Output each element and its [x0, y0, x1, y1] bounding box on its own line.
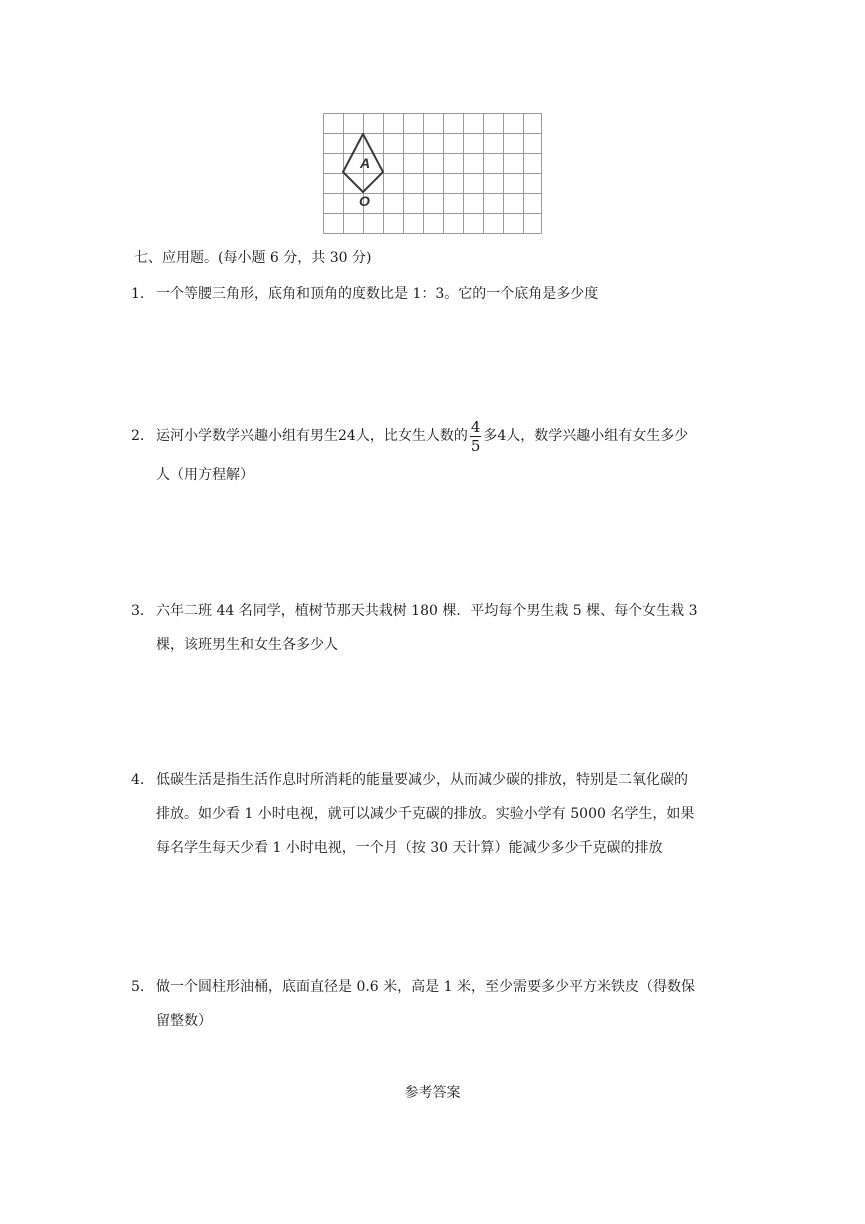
fraction-denominator: 5 — [470, 436, 481, 455]
section-heading: 七、应用题。(每小题 6 分，共 30 分) — [134, 250, 372, 266]
question-5-number: 5. — [131, 979, 145, 995]
grid-figure — [323, 113, 542, 234]
question-1-number: 1. — [131, 286, 145, 302]
question-3-line1: 六年二班 44 名同学，植树节那天共栽树 180 棵．平均每个男生栽 5 棵、每个女生栽 3 — [156, 603, 698, 619]
question-2-text-after: 多4人，数学兴趣小组有女生多少 — [483, 428, 689, 444]
question-4-number: 4. — [131, 772, 145, 788]
answers-heading: 参考答案 — [404, 1085, 461, 1101]
question-2-text-before: 运河小学数学兴趣小组有男生24人，比女生人数的 — [156, 428, 468, 444]
label-a: A — [360, 155, 371, 171]
question-2-line1 — [156, 413, 688, 459]
question-5-line2: 留整数） — [156, 1013, 212, 1029]
grid-diagram — [323, 113, 542, 234]
question-4-line3: 每名学生每天少看 1 小时电视，一个月（按 30 天计算）能减少多少千克碳的排放 — [156, 840, 663, 856]
question-3-line2: 棵，该班男生和女生各多少人 — [156, 637, 338, 653]
fraction-numerator: 4 — [470, 417, 481, 436]
question-2-number: 2. — [131, 428, 145, 444]
question-4-line1: 低碳生活是指生活作息时所消耗的能量要减少，从而减少碳的排放，特别是二氧化碳的 — [156, 772, 688, 788]
question-3-number: 3. — [131, 603, 145, 619]
question-1-text: 一个等腰三角形，底角和顶角的度数比是 1：3。它的一个底角是多少度 — [156, 286, 599, 302]
question-5-line1: 做一个圆柱形油桶，底面直径是 0.6 米，高是 1 米，至少需要多少平方米铁皮（得数保 — [156, 979, 695, 995]
question-2-line2: 人（用方程解） — [156, 467, 254, 483]
fraction-four-fifths — [470, 419, 482, 454]
label-o: O — [359, 193, 370, 209]
question-4-line2: 排放。如少看 1 小时电视，就可以减少千克碳的排放。实验小学有 5000 名学生，如果 — [156, 806, 695, 822]
